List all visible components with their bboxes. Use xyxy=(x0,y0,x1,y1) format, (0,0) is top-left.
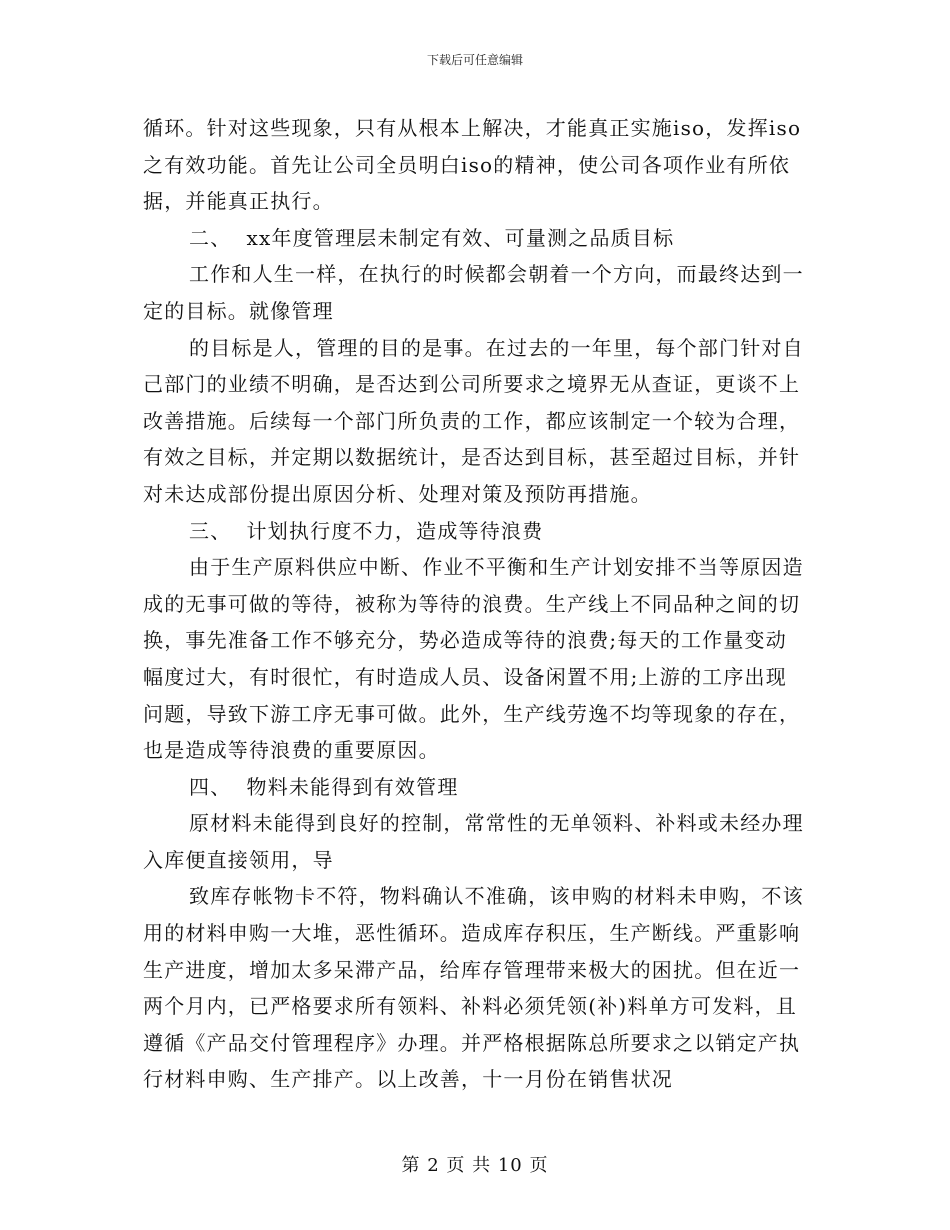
section-heading: 二、 xx年度管理层未制定有效、可量测之品质目标 xyxy=(189,225,675,250)
paragraph: 致库存帐物卡不符，物料确认不准确，该申购的材料未申购，不该用的材料申购一大堆，恶性循环。造成库存积压，生产断线。严重影响生产进度，增加太多呆滞产品，给库存管理带来极大的困扰。但在近一两个月内，已严格要求所有领料、补料必须凭领(补)料单方可发料，且遵循《产品交付管理程序》办理。并严格根据陈总所要求之以销定产执行材料申购、生产排产。以上改善，十一月份在销售状况 xyxy=(143,884,804,1092)
paragraph: 的目标是人，管理的目的是事。在过去的一年里，每个部门针对自己部门的业绩不明确，是否达到公司所要求之境界无从查证，更谈不上改善措施。后续每一个部门所负责的工作，都应该制定一个较为合理，有效之目标，并定期以数据统计，是否达到目标，甚至超过目标，并针对未达成部份提出原因分析、处理对策及预防再措施。 xyxy=(143,335,804,506)
page-number: 第 2 页 共 10 页 xyxy=(401,1155,549,1176)
paragraph: 工作和人生一样，在执行的时候都会朝着一个方向，而最终达到一定的目标。就像管理 xyxy=(143,262,804,323)
paragraph: 循环。针对这些现象，只有从根本上解决，才能真正实施iso，发挥iso之有效功能。首先让公司全员明白iso的精神，使公司各项作业有所依据，并能真正执行。 xyxy=(143,116,802,214)
section-heading: 四、 物料未能得到有效管理 xyxy=(189,774,459,799)
document-body xyxy=(143,110,807,1098)
paragraph: 由于生产原料供应中断、作业不平衡和生产计划安排不当等原因造成的无事可做的等待，被称为等待的浪费。生产线上不同品种之间的切换，事先准备工作不够充分，势必造成等待的浪费;每天的工作量变动幅度过大，有时很忙，有时造成人员、设备闲置不用;上游的工序出现问题，导致下游工序无事可做。此外，生产线劳逸不均等现象的存在，也是造成等待浪费的重要原因。 xyxy=(143,555,804,763)
page-header-note: 下载后可任意编辑 xyxy=(426,53,523,67)
section-heading: 三、 计划执行度不力，造成等待浪费 xyxy=(189,518,544,543)
paragraph: 原材料未能得到良好的控制，常常性的无单领料、补料或未经办理入库便直接领用，导 xyxy=(143,811,804,872)
